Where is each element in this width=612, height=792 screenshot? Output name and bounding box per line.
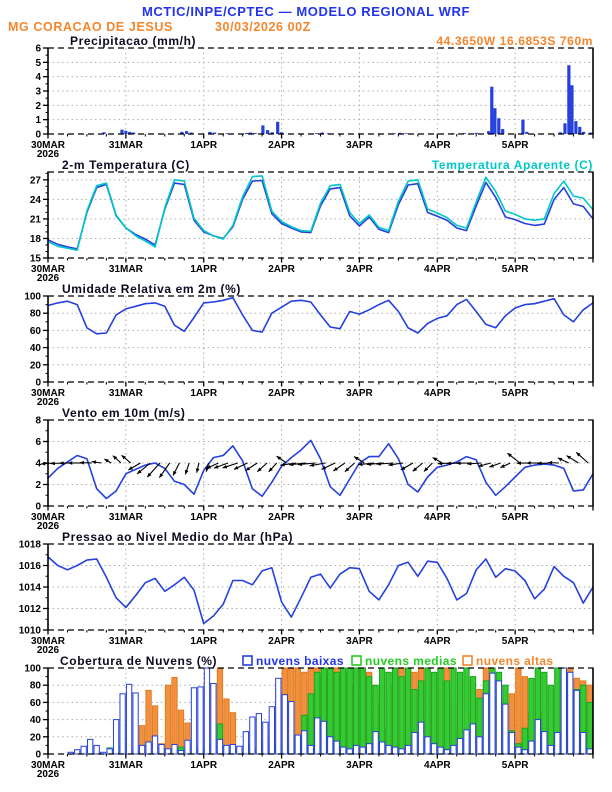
svg-text:3APR: 3APR: [346, 636, 373, 647]
svg-text:1014: 1014: [18, 582, 41, 594]
apparent-temp-label: Temperatura Aparente (C): [431, 158, 593, 172]
svg-text:2APR: 2APR: [268, 388, 295, 399]
svg-text:30MAR: 30MAR: [31, 760, 65, 771]
pressure-title: Pressao ao Nivel Medio do Mar (hPa): [62, 530, 294, 544]
svg-text:31MAR: 31MAR: [108, 140, 143, 151]
svg-text:31MAR: 31MAR: [108, 760, 143, 771]
svg-text:1APR: 1APR: [190, 388, 218, 399]
humidity-chart: [0, 282, 612, 406]
svg-text:60: 60: [29, 697, 41, 709]
svg-text:31MAR: 31MAR: [108, 388, 143, 399]
svg-text:5APR: 5APR: [501, 264, 529, 275]
wind-chart: [0, 406, 612, 530]
precip-plot: [31, 44, 593, 159]
svg-text:4APR: 4APR: [423, 512, 451, 523]
svg-text:3: 3: [35, 86, 41, 98]
svg-text:5APR: 5APR: [501, 388, 529, 399]
svg-text:3APR: 3APR: [346, 760, 373, 771]
svg-text:31MAR: 31MAR: [108, 636, 143, 647]
svg-text:1APR: 1APR: [190, 140, 218, 151]
svg-text:30MAR: 30MAR: [31, 264, 65, 275]
pres-plot: [19, 540, 593, 655]
svg-text:40: 40: [29, 343, 41, 355]
svg-text:20: 20: [29, 360, 41, 372]
svg-text:4APR: 4APR: [423, 388, 451, 399]
svg-text:1016: 1016: [18, 561, 41, 572]
svg-text:5: 5: [35, 57, 41, 69]
svg-text:31MAR: 31MAR: [108, 512, 143, 523]
svg-text:6: 6: [35, 437, 41, 448]
svg-text:31MAR: 31MAR: [108, 264, 143, 275]
svg-text:4APR: 4APR: [423, 140, 451, 151]
svg-text:27: 27: [29, 175, 41, 187]
run-datetime: 30/03/2026 00Z: [214, 20, 311, 34]
svg-text:100: 100: [24, 291, 41, 303]
svg-text:1APR: 1APR: [190, 760, 218, 771]
low-clouds-legend-label: nuvens baixas: [256, 654, 344, 668]
svg-text:2026: 2026: [36, 645, 60, 654]
svg-text:0: 0: [35, 129, 41, 141]
wind-plot: [31, 416, 593, 531]
svg-text:3APR: 3APR: [346, 388, 373, 399]
svg-text:30MAR: 30MAR: [31, 636, 65, 647]
svg-text:2APR: 2APR: [268, 264, 295, 275]
model-header: MCTIC/INPE/CPTEC — MODELO REGIONAL WRF: [141, 4, 471, 19]
svg-text:3APR: 3APR: [346, 264, 373, 275]
clouds-title: Cobertura de Nuvens (%): [60, 654, 218, 668]
precipitation-bars: [102, 65, 592, 134]
svg-text:80: 80: [29, 680, 41, 692]
high-clouds-legend-swatch: [463, 656, 472, 665]
svg-text:4APR: 4APR: [423, 264, 451, 275]
temp-series-1: [48, 176, 593, 250]
svg-text:5APR: 5APR: [501, 760, 529, 771]
svg-text:3APR: 3APR: [346, 140, 373, 151]
svg-text:2APR: 2APR: [268, 140, 295, 151]
svg-text:1018: 1018: [18, 539, 41, 551]
svg-text:20: 20: [29, 732, 41, 744]
pressure-chart: [0, 530, 612, 654]
svg-text:60: 60: [29, 325, 41, 337]
svg-text:24: 24: [29, 194, 41, 206]
wind-title: Vento em 10m (m/s): [62, 406, 186, 420]
svg-text:4APR: 4APR: [423, 760, 451, 771]
svg-text:1010: 1010: [18, 625, 41, 637]
pres-series-0: [48, 557, 593, 624]
svg-text:5APR: 5APR: [501, 512, 529, 523]
svg-text:2026: 2026: [36, 521, 60, 530]
svg-text:1012: 1012: [18, 604, 41, 615]
svg-text:18: 18: [29, 233, 41, 245]
cloud-cover-chart: [0, 654, 612, 778]
temp-title: 2-m Temperatura (C): [62, 158, 190, 172]
svg-text:1APR: 1APR: [190, 636, 218, 647]
svg-text:0: 0: [35, 501, 41, 513]
svg-text:80: 80: [29, 308, 41, 320]
svg-text:21: 21: [29, 214, 41, 226]
svg-text:100: 100: [24, 663, 41, 675]
svg-text:2026: 2026: [36, 273, 60, 282]
svg-text:5APR: 5APR: [501, 636, 529, 647]
svg-text:6: 6: [35, 43, 41, 55]
low-clouds-legend-swatch: [243, 656, 252, 665]
svg-text:2026: 2026: [36, 397, 60, 406]
svg-text:30MAR: 30MAR: [31, 140, 65, 151]
mid-clouds-legend-swatch: [352, 656, 361, 665]
svg-text:2APR: 2APR: [268, 636, 295, 647]
temperature-chart: [0, 158, 612, 282]
svg-text:0: 0: [35, 749, 41, 761]
svg-text:2APR: 2APR: [268, 512, 295, 523]
svg-text:5APR: 5APR: [501, 140, 529, 151]
temp-plot: [30, 172, 593, 283]
precipitation-chart: [0, 34, 612, 158]
svg-text:0: 0: [35, 377, 41, 389]
high-clouds-legend-label: nuvens altas: [476, 654, 554, 668]
svg-text:2026: 2026: [36, 149, 60, 158]
wind-vectors: [41, 452, 588, 477]
rh-plot: [24, 292, 593, 407]
precip-title: Precipitacao (mm/h): [70, 34, 197, 48]
svg-text:30MAR: 30MAR: [31, 512, 65, 523]
mid-clouds-legend-label: nuvens medias: [365, 654, 457, 668]
rh-series-0: [48, 298, 593, 334]
svg-text:40: 40: [29, 715, 41, 727]
humidity-title: Umidade Relativa em 2m (%): [62, 282, 241, 296]
svg-text:4: 4: [35, 458, 41, 470]
svg-text:1APR: 1APR: [190, 512, 218, 523]
svg-text:1: 1: [35, 115, 41, 127]
svg-text:2: 2: [35, 480, 41, 491]
svg-text:2: 2: [35, 100, 41, 112]
svg-text:3APR: 3APR: [346, 512, 373, 523]
svg-text:8: 8: [35, 415, 41, 427]
svg-text:4: 4: [35, 72, 41, 84]
station-header: [0, 20, 612, 34]
clouds-plot: [24, 664, 593, 779]
svg-text:2APR: 2APR: [268, 760, 295, 771]
svg-text:30MAR: 30MAR: [31, 388, 65, 399]
svg-text:2026: 2026: [36, 769, 60, 778]
temp-series-0: [48, 181, 593, 249]
svg-text:15: 15: [29, 253, 41, 265]
station-coordinates: 44.3650W 16.6853S 760m: [436, 34, 593, 48]
station-name: MG CORACAO DE JESUS: [8, 20, 173, 34]
svg-text:4APR: 4APR: [423, 636, 451, 647]
svg-text:1APR: 1APR: [190, 264, 218, 275]
